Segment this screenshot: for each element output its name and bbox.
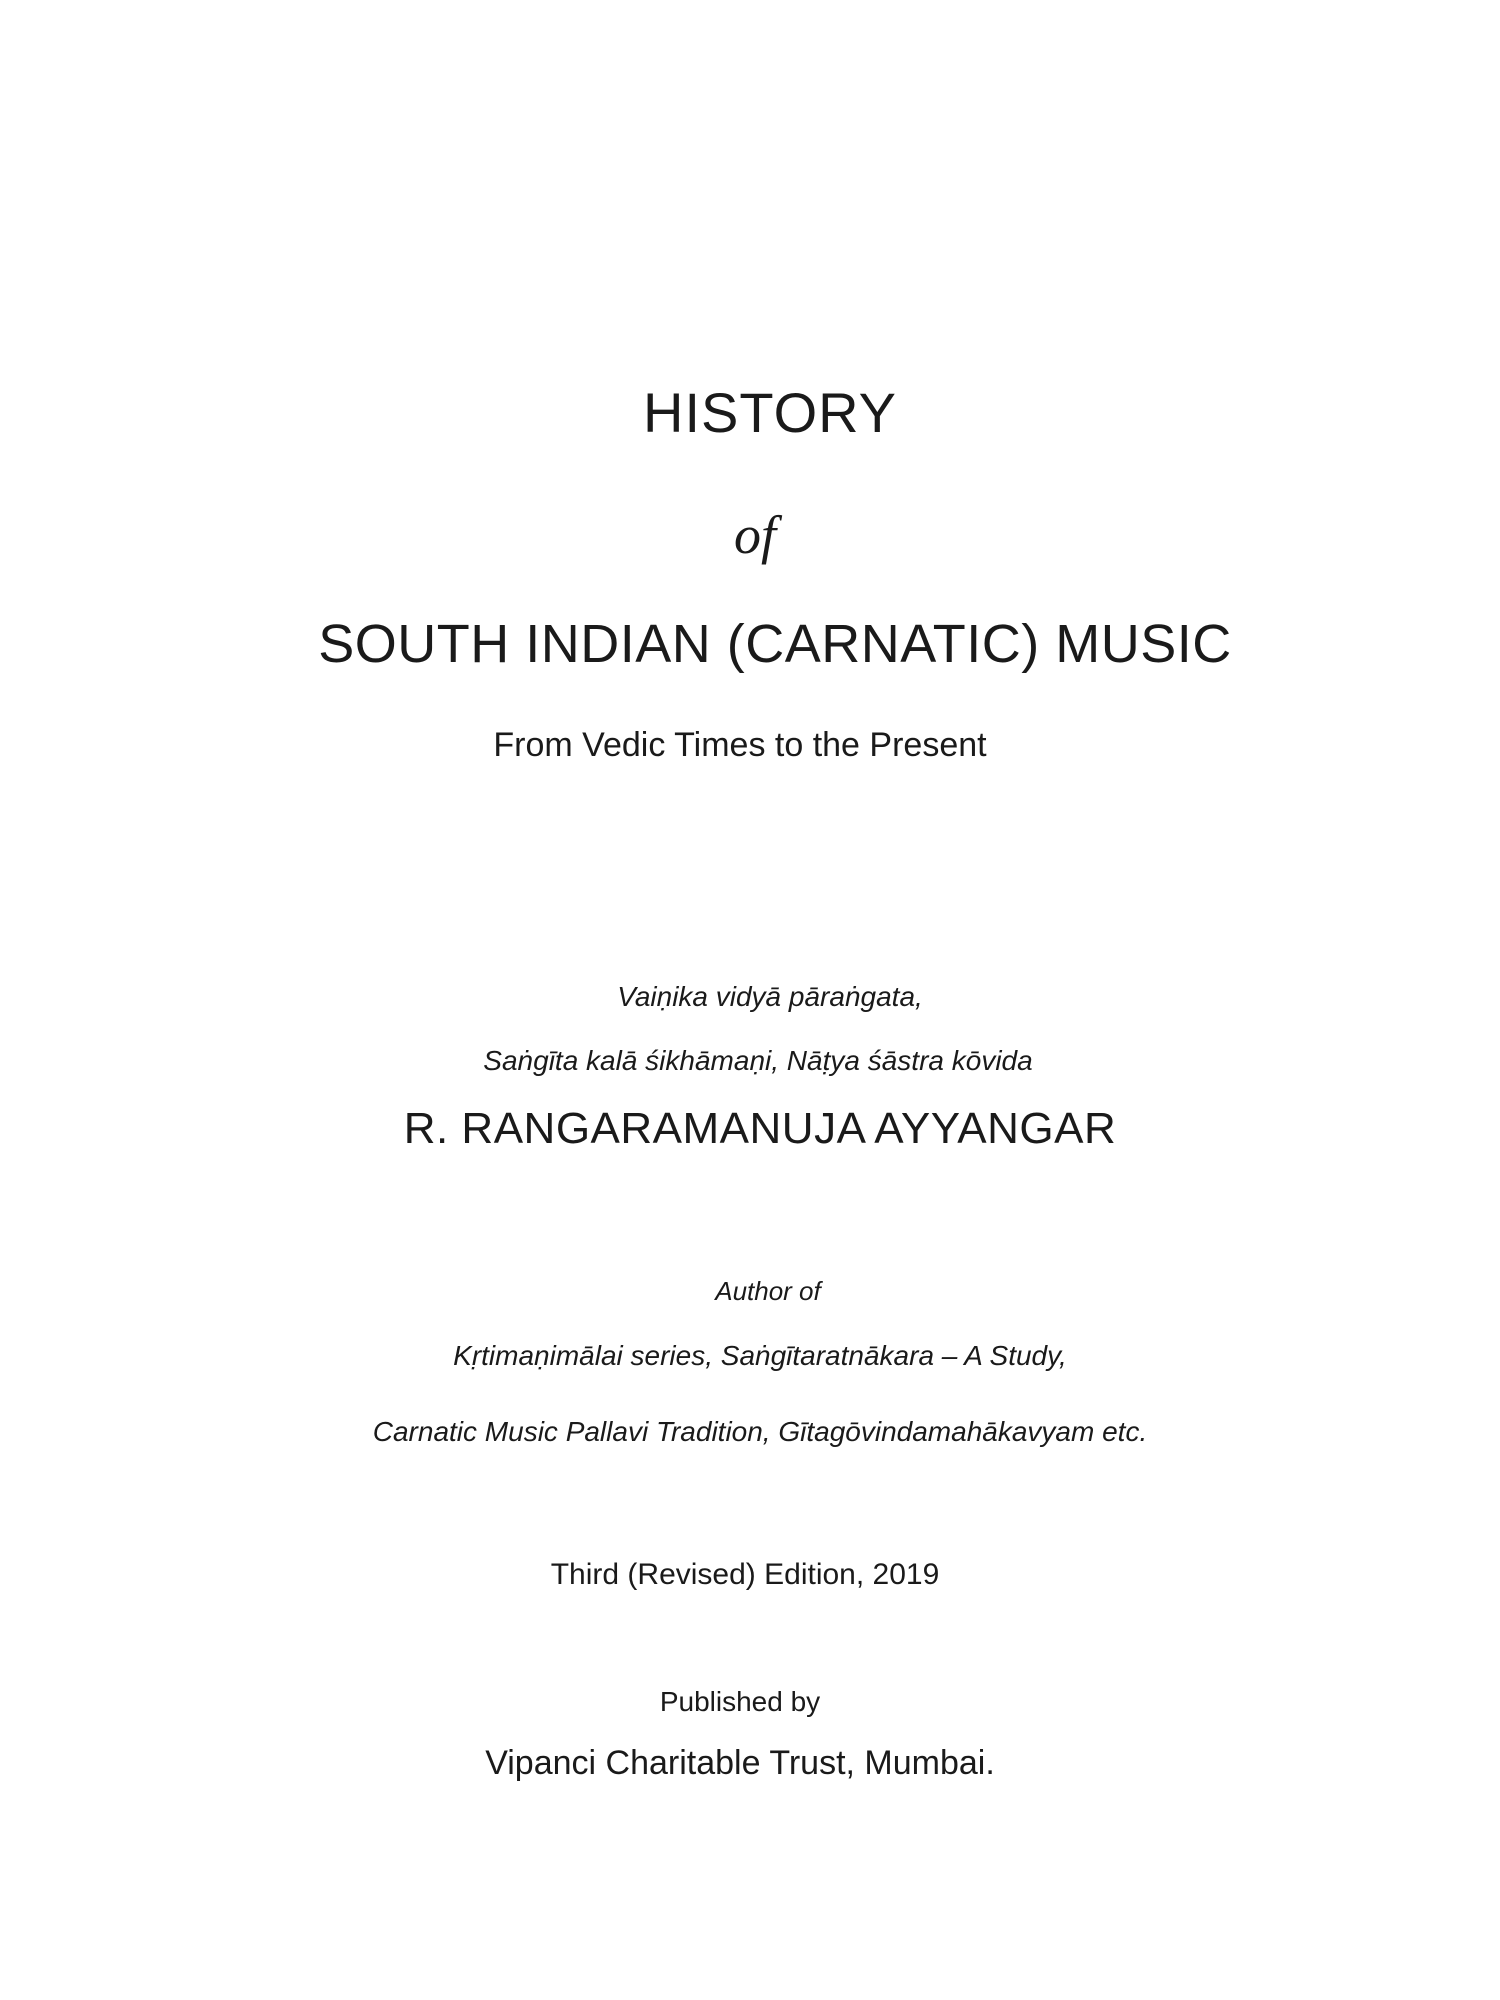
publisher-name: Vipanci Charitable Trust, Mumbai. xyxy=(485,1744,995,1782)
book-title-history: HISTORY xyxy=(643,381,897,444)
edition-info: Third (Revised) Edition, 2019 xyxy=(550,1558,940,1591)
book-title-subject: SOUTH INDIAN (CARNATIC) MUSIC xyxy=(318,614,1232,674)
book-title-of: of xyxy=(733,505,776,565)
book-subtitle: From Vedic Times to the Present xyxy=(493,726,987,764)
author-works-line-1: Kṛtimaṇimālai series, Saṅgītaratnākara – A Study, xyxy=(453,1340,1067,1371)
author-honorific-2: Saṅgīta kalā śikhāmaṇi, Nāṭya śāstra kōvida xyxy=(483,1045,1033,1076)
author-works-line-2: Carnatic Music Pallavi Tradition, Gītagōvindamahākavyam etc. xyxy=(372,1416,1148,1447)
published-by-label: Published by xyxy=(659,1686,821,1717)
author-name: R. RANGARAMANUJA AYYANGAR xyxy=(403,1104,1117,1153)
author-honorific-1: Vaiṇika vidyā pāraṅgata, xyxy=(617,981,923,1012)
author-of-label: Author of xyxy=(715,1276,821,1306)
